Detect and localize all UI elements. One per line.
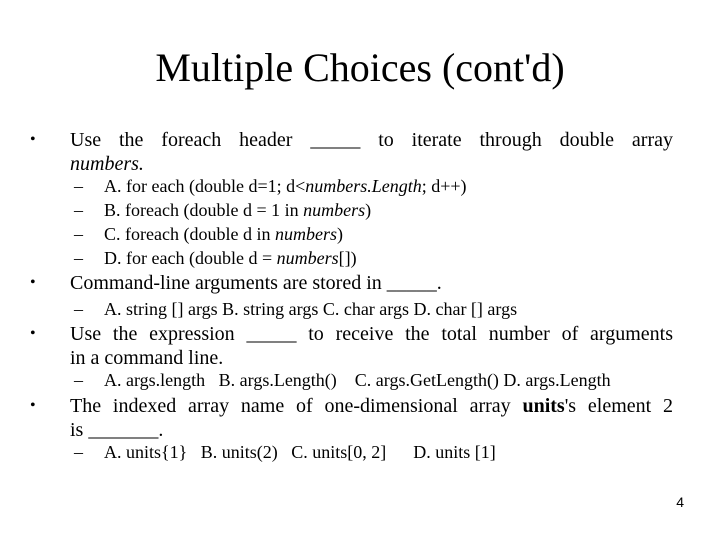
dash-marker: – bbox=[74, 299, 83, 319]
units-term: units bbox=[522, 395, 565, 417]
question-2-text: Command-line arguments are stored in _____. bbox=[70, 272, 442, 294]
question-4-options bbox=[74, 440, 674, 464]
question-1 bbox=[30, 128, 675, 176]
page-number: 4 bbox=[676, 494, 684, 510]
bullet-marker: • bbox=[30, 274, 36, 291]
dash-marker: – bbox=[74, 442, 83, 462]
slide-title: Multiple Choices (cont'd) bbox=[155, 45, 565, 90]
dash-marker: – bbox=[74, 224, 83, 244]
question-3-line-1: Use the expression _____ to receive the total number of arguments bbox=[70, 323, 673, 345]
question-1-options bbox=[74, 174, 674, 270]
option-b: – B. foreach (double d = 1 in numbers) bbox=[74, 200, 372, 220]
dash-marker: – bbox=[74, 200, 83, 220]
question-2 bbox=[30, 271, 675, 295]
option-a: – A. for each (double d=1; d<numbers.Length; d++) bbox=[74, 176, 467, 196]
question-3-text bbox=[70, 322, 673, 370]
bullet-marker: • bbox=[30, 131, 36, 148]
option-line: – A. string [] args B. string args C. char args D. char [] args bbox=[74, 299, 518, 319]
option-line: – A. args.length B. args.Length() C. args.GetLength() D. args.Length bbox=[74, 370, 611, 390]
option-line: – A. units{1} B. units(2) C. units[0, 2] D. units [1] bbox=[74, 442, 496, 462]
question-2-options bbox=[74, 297, 674, 321]
question-1-line-2: numbers. bbox=[70, 153, 144, 175]
bullet-marker: • bbox=[30, 325, 36, 342]
question-4-text bbox=[70, 394, 673, 442]
question-1-text bbox=[70, 128, 673, 176]
option-d: – D. for each (double d = numbers[]) bbox=[74, 248, 357, 268]
bullet-marker: • bbox=[30, 397, 36, 414]
dash-marker: – bbox=[74, 370, 83, 390]
dash-marker: – bbox=[74, 176, 83, 196]
question-4-line-2: is _______. bbox=[70, 419, 164, 441]
question-3 bbox=[30, 322, 675, 370]
question-3-line-2: in a command line. bbox=[70, 347, 224, 369]
question-4-line-1: The indexed array name of one-dimensional array units's element 2 bbox=[70, 395, 673, 417]
question-1-line-1: Use the foreach header _____ to iterate through double array bbox=[70, 129, 673, 151]
dash-marker: – bbox=[74, 248, 83, 268]
question-4 bbox=[30, 394, 675, 442]
question-3-options bbox=[74, 368, 674, 392]
option-c: – C. foreach (double d in numbers) bbox=[74, 224, 343, 244]
